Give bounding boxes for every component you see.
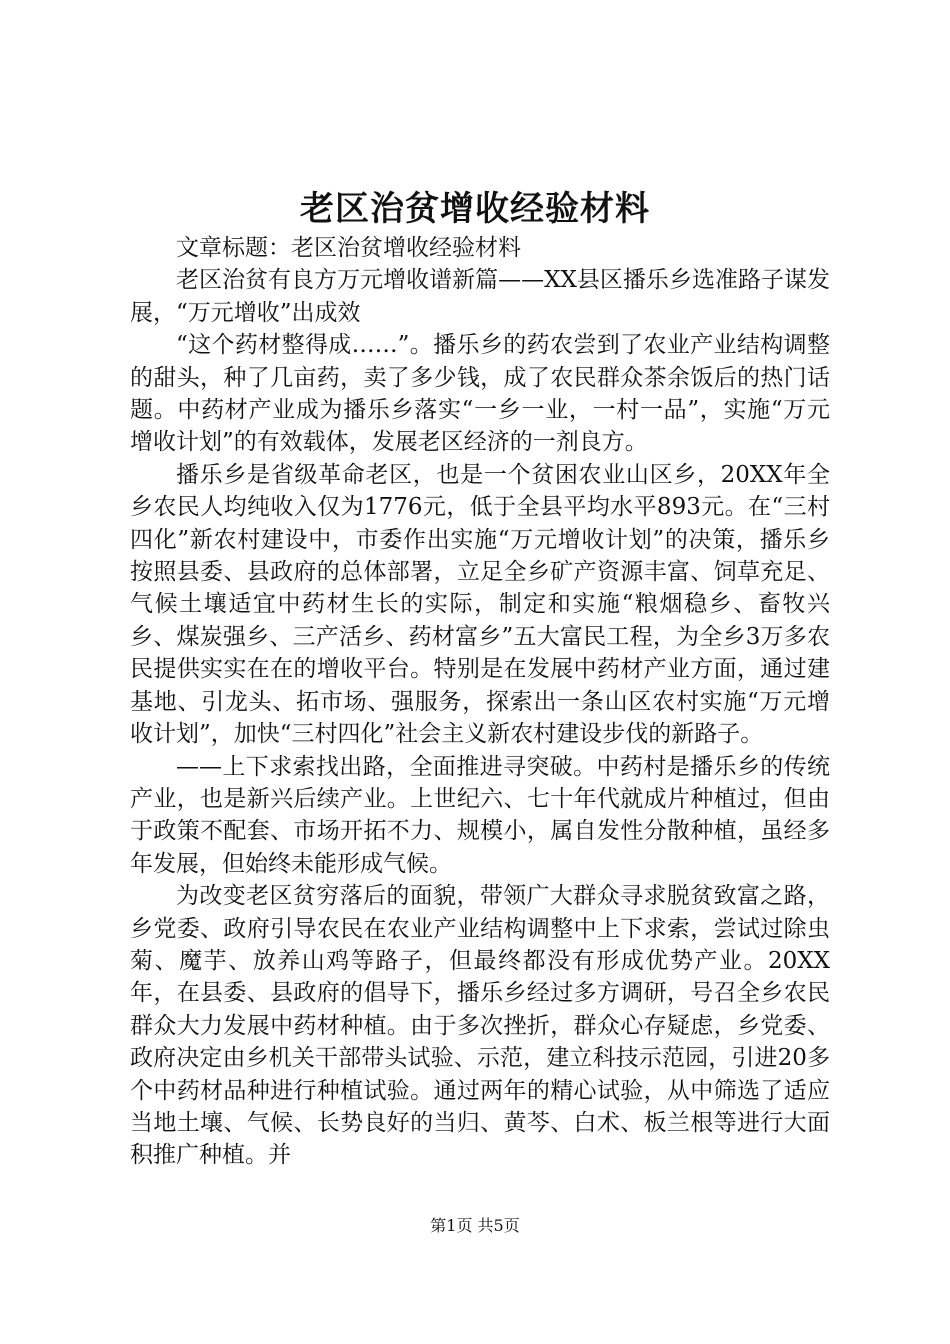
paragraph: ——上下求索找出路，全面推进寻突破。中药村是播乐乡的传统产业，也是新兴后续产业。上世纪六、七十年代就成片种植过，但由于政策不配套、市场开拓不力、规模小，属自发性分散种植，虽经多年发展，但始终未能形成气候。: [130, 753, 830, 877]
paragraph: “这个药材整得成……”。播乐乡的药农尝到了农业产业结构调整的甜头，种了几亩药，卖了多少钱，成了农民群众茶余饭后的热门话题。中药材产业成为播乐乡落实“一乡一业，一村一品”，实施“万元增收计划”的有效载体，发展老区经济的一剂良方。: [130, 332, 830, 456]
document-body: [130, 232, 830, 1172]
paragraph-subtitle: 老区治贫有良方万元增收谱新篇——XX县区播乐乡选准路子谋发展，“万元增收”出成效: [130, 267, 830, 326]
paragraph: 为改变老区贫穷落后的面貌，带领广大群众寻求脱贫致富之路，乡党委、政府引导农民在农业产业结构调整中上下求索，尝试过除虫菊、魔芋、放养山鸡等路子，但最终都没有形成优势产业。20XX年，在县委、县政府的倡导下，播乐乡经过多方调研，号召全乡农民群众大力发展中药材种植。由于多次挫折，群众心存疑虑，乡党委、政府决定由乡机关干部带头试验、示范，建立科技示范园，引进20多个中药材品种进行种植试验。通过两年的精心试验，从中筛选了适应当地土壤、气候、长势良好的当归、黄芩、白术、板兰根等进行大面积推广种植。并: [130, 883, 830, 1169]
document-title: 老区治贫增收经验材料: [300, 189, 650, 229]
paragraph: 播乐乡是省级革命老区，也是一个贫困农业山区乡，20XX年全乡农民人均纯收入仅为1776元，低于全县平均水平893元。在“三村四化”新农村建设中，市委作出实施“万元增收计划”的决策，播乐乡按照县委、县政府的总体部署，立足全乡矿产资源丰富、饲草充足、气候土壤适宜中药材生长的实际，制定和实施“粮烟稳乡、畜牧兴乡、煤炭强乡、三产活乡、药材富乡”五大富民工程，为全乡3万多农民提供实实在在的增收平台。特别是在发展中药材产业方面，通过建基地、引龙头、拓市场、强服务，探索出一条山区农村实施“万元增收计划”，加快“三村四化”社会主义新农村建设步伐的新路子。: [130, 461, 830, 748]
paragraph-article-title: 文章标题：老区治贫增收经验材料: [176, 235, 521, 261]
page-footer: 第1页 共5页: [430, 1216, 520, 1235]
